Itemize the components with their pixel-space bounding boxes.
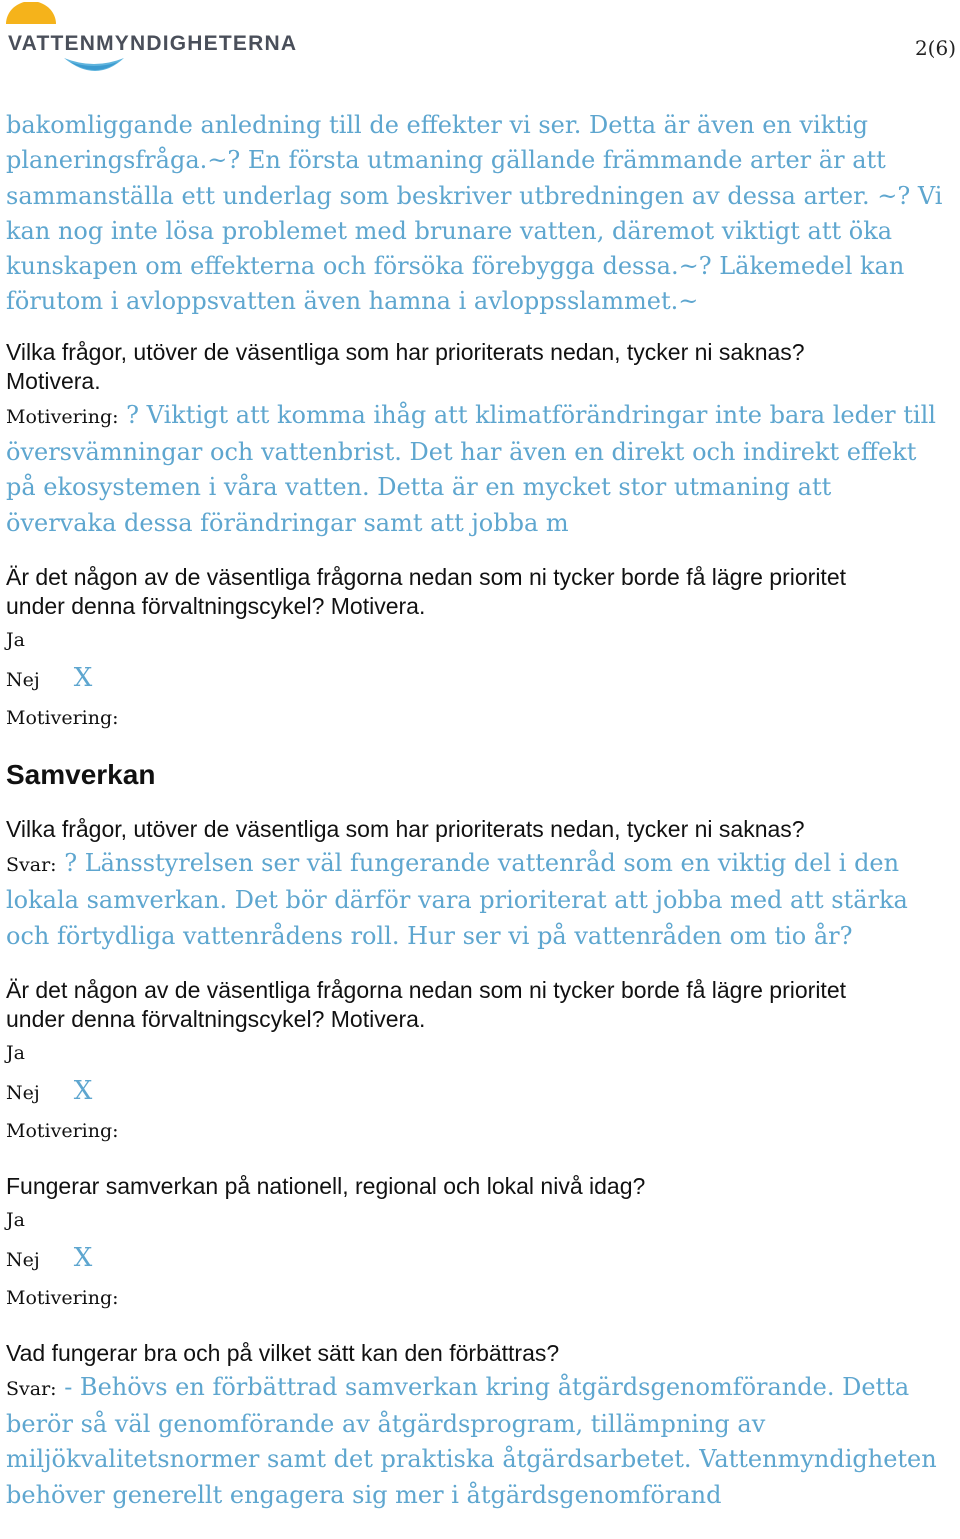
- selected-x-mark: X: [73, 662, 93, 693]
- question-block-lower-priority-2: [6, 976, 958, 1150]
- section-heading-samverkan: Samverkan: [6, 758, 156, 790]
- motivering-label: Motivering:: [6, 1286, 119, 1309]
- question-block-lower-priority: [6, 563, 958, 737]
- motivering-label: Motivering:: [6, 1119, 119, 1142]
- answer-line: översvämningar och vattenbrist. Det har även en direkt och indirekt effekt: [6, 438, 917, 467]
- answer-block-continued: [6, 108, 958, 320]
- answer-line: miljökvalitetsnormer samt det praktiska åtgärdsarbetet. Vattenmyndigheten: [6, 1445, 937, 1474]
- page-header: [0, 0, 960, 90]
- option-ja: Ja: [6, 628, 25, 651]
- page-number: 2(6): [914, 36, 956, 60]
- answer-line: lokala samverkan. Det bör därför vara prioriterat att jobba med att stärka: [6, 886, 908, 915]
- question-block-improvement: [6, 1339, 958, 1513]
- question-line: Är det någon av de väsentliga frågorna nedan som ni tycker borde få lägre prioritet: [6, 976, 846, 1003]
- question-line: Vilka frågor, utöver de väsentliga som har prioriterats nedan, tycker ni saknas?: [6, 338, 805, 365]
- question-line: Vilka frågor, utöver de väsentliga som har prioriterats nedan, tycker ni saknas?: [6, 815, 805, 842]
- answer-line: planeringsfråga.~? En första utmaning gällande främmande arter är att: [6, 146, 886, 175]
- answer-line: kan nog inte lösa problemet med brunare vatten, däremot viktigt att öka: [6, 216, 893, 245]
- option-nej: Nej X: [6, 662, 93, 693]
- question-line: Fungerar samverkan på nationell, regional och lokal nivå idag?: [6, 1172, 646, 1199]
- question-line: Är det någon av de väsentliga frågorna nedan som ni tycker borde få lägre prioritet: [6, 563, 846, 590]
- answer-text: ? Viktigt att komma ihåg att klimatförändringar inte bara leder till: [118, 400, 936, 429]
- option-ja: Ja: [6, 1208, 25, 1231]
- selected-x-mark: X: [73, 1075, 93, 1106]
- option-nej: Nej X: [6, 1242, 93, 1273]
- question-line: under denna förvaltningscykel? Motivera.: [6, 592, 426, 619]
- question-block-samverkan-missing: [6, 815, 958, 954]
- vattenmyndigheterna-logo: [4, 2, 334, 82]
- answer-line: [6, 398, 958, 435]
- question-line: under denna förvaltningscykel? Motivera.: [6, 1005, 426, 1032]
- answer-line: och förtydliga vattenrådens roll. Hur ser vi på vattenråden om tio år?: [6, 921, 853, 950]
- option-nej: Nej X: [6, 1075, 93, 1106]
- answer-line: [6, 846, 958, 883]
- question-line: Motivera.: [6, 367, 101, 394]
- svar-label: Svar:: [6, 1377, 57, 1400]
- answer-line: behöver generellt engagera sig mer i åtgärdsgenomförand: [6, 1480, 722, 1509]
- selected-x-mark: X: [73, 1242, 93, 1273]
- logo-text: VATTENMYNDIGHETERNA: [8, 32, 298, 55]
- answer-text: ? Länsstyrelsen ser väl fungerande vattenråd som en viktig del i den: [56, 848, 900, 877]
- answer-line: [6, 1370, 958, 1407]
- svar-label: Svar:: [6, 853, 57, 876]
- question-block-missing-questions: [6, 338, 958, 541]
- motivering-label: Motivering:: [6, 405, 119, 428]
- answer-text: - Behövs en förbättrad samverkan kring åtgärdsgenomförande. Detta: [56, 1372, 910, 1401]
- answer-line: övervaka dessa förändringar samt att jobba m: [6, 508, 569, 537]
- answer-line: bakomliggande anledning till de effekter vi ser. Detta är även en viktig: [6, 111, 868, 139]
- answer-line: kunskapen om effekterna och försöka förebygga dessa.~? Läkemedel kan: [6, 252, 905, 281]
- option-ja: Ja: [6, 1041, 25, 1064]
- answer-line: förutom i avloppsvatten även hamna i avloppsslammet.~: [6, 287, 699, 316]
- answer-line: sammanställa ett underlag som beskriver utbredningen av dessa arter. ~? Vi: [6, 181, 943, 210]
- document-body: [6, 108, 958, 1513]
- question-block-samverkan-levels: [6, 1172, 958, 1317]
- answer-line: berör så väl genomförande av åtgärdsprogram, tillämpning av: [6, 1410, 766, 1439]
- motivering-label: Motivering:: [6, 706, 119, 729]
- question-line: Vad fungerar bra och på vilket sätt kan den förbättras?: [6, 1339, 560, 1366]
- answer-line: på ekosystemen i våra vatten. Detta är en mycket stor utmaning att: [6, 473, 832, 502]
